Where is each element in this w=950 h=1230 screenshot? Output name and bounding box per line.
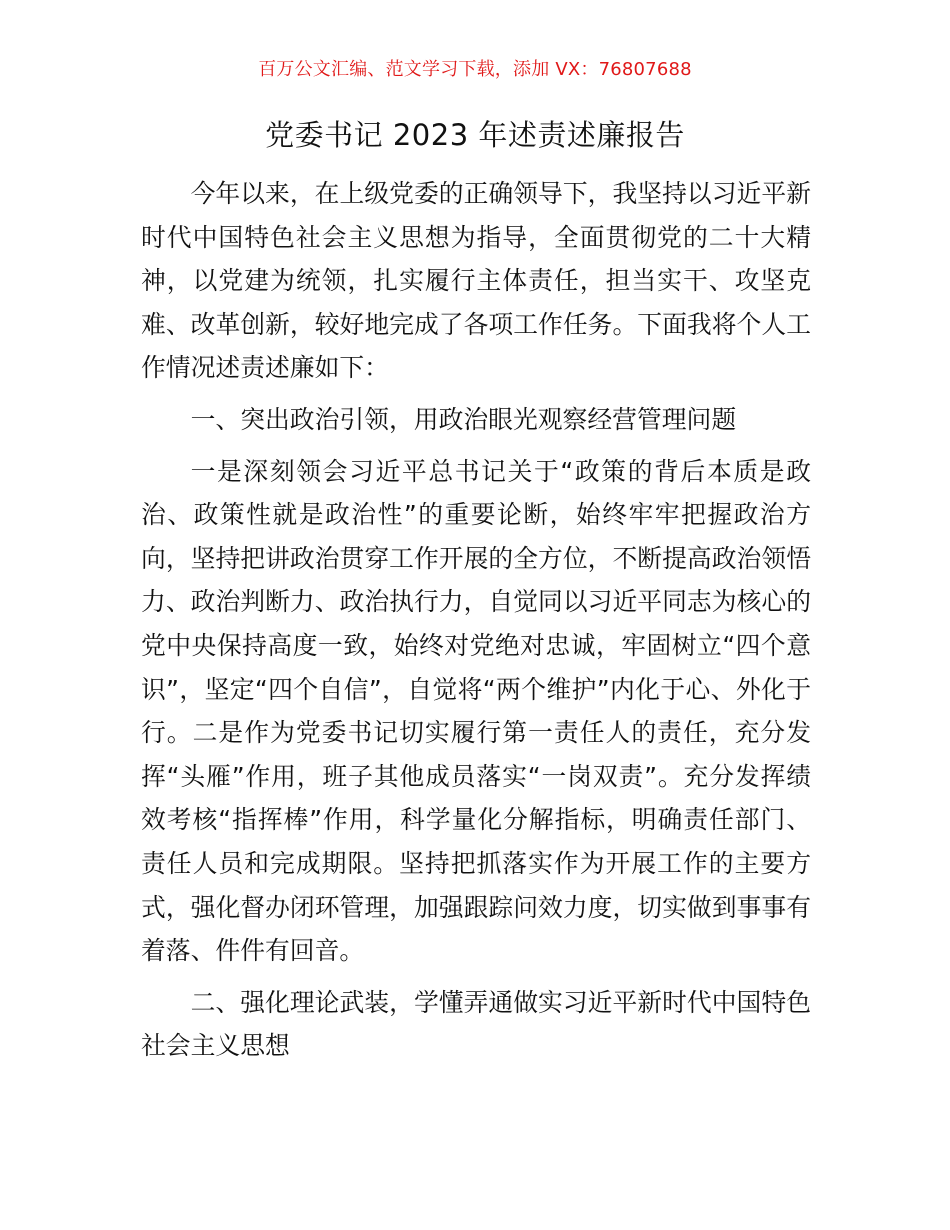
intro-paragraph: 今年以来，在上级党委的正确领导下，我坚持以习近平新时代中国特色社会主义思想为指导，全面贯彻党的二十大精神，以党建为统领，扎实履行主体责任，担当实干、攻坚克难、改革创新，较好地完成了各项工作任务。下面我将个人工作情况述责述廉如下：	[141, 179, 811, 383]
section-1-paragraph: 一是深刻领会习近平总书记关于“政策的背后本质是政治、政策性就是政治性”的重要论断，始终牢牢把握政治方向，坚持把讲政治贯穿工作开展的全方位，不断提高政治领悟力、政治判断力、政治执行力，自觉同以习近平同志为核心的党中央保持高度一致，始终对党绝对忠诚，牢固树立“四个意识”，坚定“四个自信”，自觉将“两个维护”内化于心、外化于行。二是作为党委书记切实履行第一责任人的责任，充分发挥“头雁”作用，班子其他成员落实“一岗双责”。充分发挥绩效考核“指挥棒”作用，科学量化分解指标，明确责任部门、责任人员和完成期限。坚持把抓落实作为开展工作的主要方式，强化督办闭环管理，加强跟踪问效力度，切实做到事事有着落、件件有回音。	[141, 456, 811, 966]
document-title: 党委书记 2023 年述责述廉报告	[265, 118, 685, 152]
section-heading-1: 一、突出政治引领，用政治眼光观察经营管理问题	[190, 404, 737, 434]
section-heading-2: 二、强化理论武装，学懂弄通做实习近平新时代中国特色社会主义思想	[141, 987, 811, 1061]
header-banner: 百万公文汇编、范文学习下载，添加 VX：76807688	[258, 59, 692, 80]
document-body	[141, 172, 811, 1076]
